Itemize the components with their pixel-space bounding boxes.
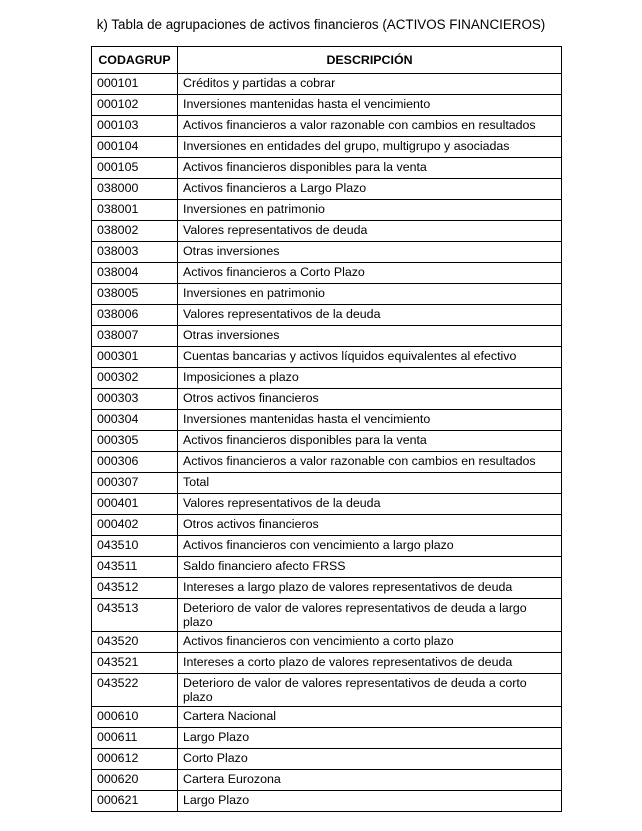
table-row bbox=[92, 179, 562, 200]
table-row bbox=[92, 599, 562, 632]
table-row bbox=[92, 536, 562, 557]
cell-descripcion: Inversiones en entidades del grupo, multigrupo y asociadas bbox=[178, 137, 562, 158]
cell-descripcion: Activos financieros a valor razonable con cambios en resultados bbox=[178, 452, 562, 473]
cell-codagrup: 038006 bbox=[92, 305, 178, 326]
cell-codagrup: 000621 bbox=[92, 791, 178, 812]
table-row bbox=[92, 242, 562, 263]
table-row bbox=[92, 515, 562, 536]
cell-codagrup: 000302 bbox=[92, 368, 178, 389]
cell-descripcion: Activos financieros a valor razonable con cambios en resultados bbox=[178, 116, 562, 137]
cell-descripcion: Corto Plazo bbox=[178, 749, 562, 770]
cell-descripcion: Cuentas bancarias y activos líquidos equivalentes al efectivo bbox=[178, 347, 562, 368]
table-row bbox=[92, 116, 562, 137]
table-row bbox=[92, 284, 562, 305]
cell-codagrup: 000301 bbox=[92, 347, 178, 368]
table-row bbox=[92, 410, 562, 431]
cell-descripcion: Cartera Nacional bbox=[178, 707, 562, 728]
table-row bbox=[92, 557, 562, 578]
cell-descripcion: Intereses a largo plazo de valores representativos de deuda bbox=[178, 578, 562, 599]
cell-descripcion: Créditos y partidas a cobrar bbox=[178, 74, 562, 95]
table-row bbox=[92, 770, 562, 791]
cell-descripcion: Activos financieros a Largo Plazo bbox=[178, 179, 562, 200]
cell-descripcion: Total bbox=[178, 473, 562, 494]
cell-codagrup: 038005 bbox=[92, 284, 178, 305]
cell-descripcion: Valores representativos de la deuda bbox=[178, 305, 562, 326]
table-row bbox=[92, 431, 562, 452]
table-row bbox=[92, 326, 562, 347]
cell-descripcion: Inversiones en patrimonio bbox=[178, 200, 562, 221]
table-row bbox=[92, 674, 562, 707]
cell-descripcion: Otros activos financieros bbox=[178, 515, 562, 536]
cell-descripcion: Otros activos financieros bbox=[178, 389, 562, 410]
table-row bbox=[92, 158, 562, 179]
cell-descripcion: Deterioro de valor de valores representativos de deuda a largo plazo bbox=[178, 599, 562, 632]
cell-codagrup: 038003 bbox=[92, 242, 178, 263]
cell-codagrup: 000104 bbox=[92, 137, 178, 158]
table-row bbox=[92, 494, 562, 515]
cell-descripcion: Valores representativos de deuda bbox=[178, 221, 562, 242]
cell-descripcion: Saldo financiero afecto FRSS bbox=[178, 557, 562, 578]
table-row bbox=[92, 473, 562, 494]
table-row bbox=[92, 200, 562, 221]
table-row bbox=[92, 749, 562, 770]
cell-codagrup: 043510 bbox=[92, 536, 178, 557]
table-row bbox=[92, 95, 562, 116]
header-descripcion: DESCRIPCIÓN bbox=[178, 47, 562, 74]
cell-codagrup: 000612 bbox=[92, 749, 178, 770]
header-codagrup: CODAGRUP bbox=[92, 47, 178, 74]
table-row bbox=[92, 221, 562, 242]
cell-descripcion: Intereses a corto plazo de valores representativos de deuda bbox=[178, 653, 562, 674]
table-header-row bbox=[92, 47, 562, 74]
table-row bbox=[92, 728, 562, 749]
cell-codagrup: 000105 bbox=[92, 158, 178, 179]
cell-codagrup: 043522 bbox=[92, 674, 178, 707]
agrupaciones-table bbox=[91, 46, 562, 812]
cell-descripcion: Activos financieros a Corto Plazo bbox=[178, 263, 562, 284]
cell-codagrup: 000103 bbox=[92, 116, 178, 137]
cell-codagrup: 000304 bbox=[92, 410, 178, 431]
table-row bbox=[92, 263, 562, 284]
cell-descripcion: Activos financieros con vencimiento a corto plazo bbox=[178, 632, 562, 653]
cell-descripcion: Inversiones mantenidas hasta el vencimiento bbox=[178, 410, 562, 431]
table-row bbox=[92, 632, 562, 653]
cell-codagrup: 000610 bbox=[92, 707, 178, 728]
cell-codagrup: 000402 bbox=[92, 515, 178, 536]
table-row bbox=[92, 707, 562, 728]
cell-codagrup: 043520 bbox=[92, 632, 178, 653]
cell-codagrup: 000102 bbox=[92, 95, 178, 116]
cell-codagrup: 000401 bbox=[92, 494, 178, 515]
cell-codagrup: 038000 bbox=[92, 179, 178, 200]
table-body bbox=[92, 74, 562, 812]
cell-codagrup: 043513 bbox=[92, 599, 178, 632]
table-row bbox=[92, 653, 562, 674]
cell-codagrup: 043512 bbox=[92, 578, 178, 599]
table-row bbox=[92, 305, 562, 326]
table-row bbox=[92, 368, 562, 389]
cell-descripcion: Cartera Eurozona bbox=[178, 770, 562, 791]
table-row bbox=[92, 137, 562, 158]
cell-codagrup: 000307 bbox=[92, 473, 178, 494]
cell-codagrup: 038004 bbox=[92, 263, 178, 284]
cell-codagrup: 000303 bbox=[92, 389, 178, 410]
cell-descripcion: Valores representativos de la deuda bbox=[178, 494, 562, 515]
document-title: k) Tabla de agrupaciones de activos financieros (ACTIVOS FINANCIEROS) bbox=[96, 17, 546, 32]
cell-codagrup: 000620 bbox=[92, 770, 178, 791]
cell-descripcion: Otras inversiones bbox=[178, 326, 562, 347]
cell-codagrup: 038007 bbox=[92, 326, 178, 347]
cell-descripcion: Inversiones en patrimonio bbox=[178, 284, 562, 305]
table-row bbox=[92, 578, 562, 599]
cell-codagrup: 043511 bbox=[92, 557, 178, 578]
cell-codagrup: 000611 bbox=[92, 728, 178, 749]
cell-codagrup: 000305 bbox=[92, 431, 178, 452]
table-row bbox=[92, 347, 562, 368]
cell-descripcion: Otras inversiones bbox=[178, 242, 562, 263]
table-row bbox=[92, 389, 562, 410]
cell-descripcion: Imposiciones a plazo bbox=[178, 368, 562, 389]
cell-codagrup: 038001 bbox=[92, 200, 178, 221]
cell-descripcion: Activos financieros con vencimiento a largo plazo bbox=[178, 536, 562, 557]
cell-codagrup: 000306 bbox=[92, 452, 178, 473]
cell-descripcion: Deterioro de valor de valores representativos de deuda a corto plazo bbox=[178, 674, 562, 707]
cell-descripcion: Largo Plazo bbox=[178, 728, 562, 749]
cell-descripcion: Activos financieros disponibles para la venta bbox=[178, 431, 562, 452]
table-row bbox=[92, 452, 562, 473]
cell-codagrup: 043521 bbox=[92, 653, 178, 674]
cell-codagrup: 000101 bbox=[92, 74, 178, 95]
cell-codagrup: 038002 bbox=[92, 221, 178, 242]
cell-descripcion: Largo Plazo bbox=[178, 791, 562, 812]
table-row bbox=[92, 791, 562, 812]
cell-descripcion: Inversiones mantenidas hasta el vencimiento bbox=[178, 95, 562, 116]
cell-descripcion: Activos financieros disponibles para la venta bbox=[178, 158, 562, 179]
table-row bbox=[92, 74, 562, 95]
